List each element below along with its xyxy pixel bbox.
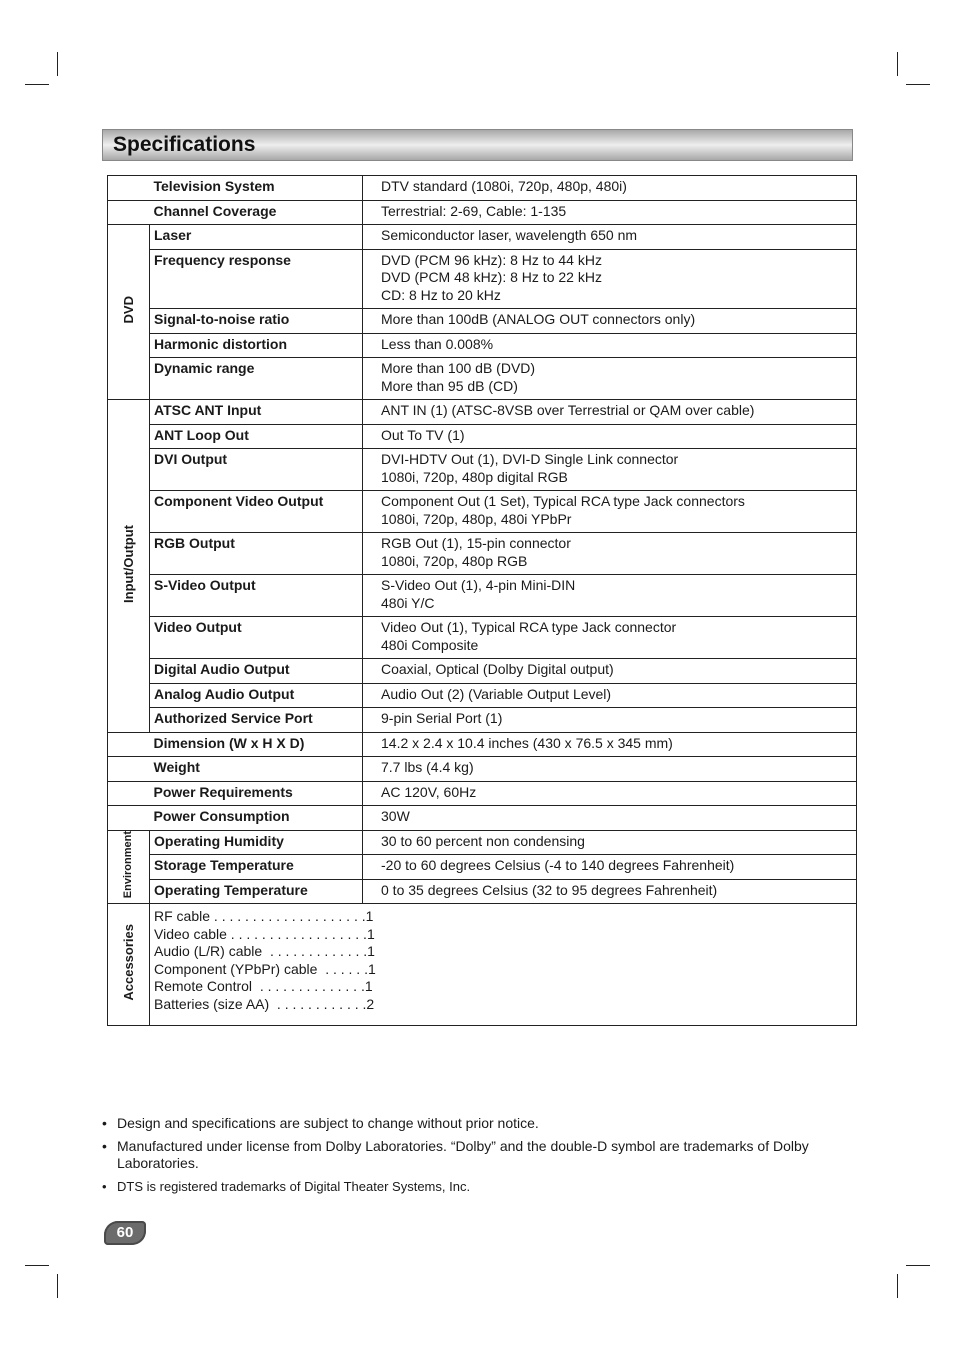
- spec-row: [108, 449, 857, 491]
- spec-row: [108, 781, 857, 806]
- specifications-table: [107, 175, 857, 1026]
- category-cell: [108, 904, 150, 1026]
- spec-value: [363, 333, 857, 358]
- crop-mark: [25, 84, 49, 85]
- spec-label: RGB Output: [150, 533, 363, 575]
- crop-mark: [906, 84, 930, 85]
- spec-value: [363, 855, 857, 880]
- spec-value: [363, 424, 857, 449]
- spec-value-line: Video Out (1), Typical RCA type Jack connector: [381, 619, 677, 635]
- spec-label: DVI Output: [150, 449, 363, 491]
- spec-label: Signal-to-noise ratio: [150, 309, 363, 334]
- category-label: Environment: [121, 830, 134, 899]
- category-cell: [108, 176, 150, 201]
- crop-mark: [25, 1265, 49, 1266]
- note-item: [102, 1138, 842, 1173]
- spec-value-line: Coaxial, Optical (Dolby Digital output): [381, 661, 614, 677]
- spec-value: [363, 358, 857, 400]
- accessories-row: [108, 904, 857, 1026]
- accessories-list: [150, 904, 857, 1026]
- spec-row: [108, 200, 857, 225]
- spec-value: [363, 806, 857, 831]
- spec-label: Video Output: [150, 617, 363, 659]
- spec-row: [108, 400, 857, 425]
- title-bar: [102, 129, 853, 161]
- spec-label: Storage Temperature: [150, 855, 363, 880]
- spec-value-line: 480i Y/C: [381, 594, 435, 611]
- crop-mark: [906, 1265, 930, 1266]
- note-item: [102, 1178, 842, 1196]
- category-cell: [108, 400, 150, 733]
- note-text: Design and specifications are subject to change without prior notice.: [117, 1115, 539, 1131]
- spec-value-line: Less than 0.008%: [381, 335, 494, 352]
- spec-value-line: 30 to 60 percent non condensing: [381, 832, 585, 849]
- spec-value: [363, 400, 857, 425]
- category-cell: [108, 757, 150, 782]
- spec-value-line: Terrestrial: 2-69, Cable: 1-135: [381, 202, 567, 219]
- spec-row: [108, 617, 857, 659]
- spec-value-line: 1080i, 720p, 480p RGB: [381, 552, 528, 569]
- notes-list: [102, 1115, 842, 1200]
- spec-label: Dynamic range: [150, 358, 363, 400]
- spec-label: Television System: [150, 176, 363, 201]
- spec-value: [363, 708, 857, 733]
- spec-value: [363, 249, 857, 309]
- spec-value: [363, 309, 857, 334]
- spec-value: [363, 683, 857, 708]
- spec-label: Analog Audio Output: [150, 683, 363, 708]
- spec-value-line: 480i Composite: [381, 636, 479, 653]
- spec-value-line: 1080i, 720p, 480p, 480i YPbPr: [381, 510, 572, 527]
- spec-label: Operating Temperature: [150, 879, 363, 904]
- spec-row: [108, 683, 857, 708]
- spec-label: Authorized Service Port: [150, 708, 363, 733]
- spec-value-line: DVD (PCM 48 kHz): 8 Hz to 22 kHz: [381, 269, 602, 285]
- spec-value-line: More than 95 dB (CD): [381, 377, 518, 394]
- spec-value-line: Component Out (1 Set), Typical RCA type Jack connectors: [381, 493, 745, 509]
- spec-label: Dimension (W x H X D): [150, 732, 363, 757]
- note-text: DTS is registered trademarks of Digital Theater Systems, Inc.: [117, 1178, 471, 1194]
- spec-row: [108, 879, 857, 904]
- accessory-item: Audio (L/R) cable . . . . . . . . . . . . .1: [154, 943, 375, 959]
- accessory-item: Video cable . . . . . . . . . . . . . . . . . .1: [154, 925, 375, 942]
- crop-mark: [897, 1274, 898, 1298]
- spec-row: [108, 491, 857, 533]
- spec-label: Weight: [150, 757, 363, 782]
- category-cell: [108, 225, 150, 400]
- spec-value-line: Out To TV (1): [381, 426, 465, 443]
- spec-value-line: CD: 8 Hz to 20 kHz: [381, 286, 501, 303]
- spec-row: [108, 309, 857, 334]
- crop-mark: [897, 52, 898, 76]
- crop-mark: [57, 1274, 58, 1298]
- spec-label: Operating Humidity: [150, 830, 363, 855]
- spec-row: [108, 708, 857, 733]
- spec-value-line: More than 100dB (ANALOG OUT connectors only): [381, 311, 696, 327]
- spec-label: Frequency response: [150, 249, 363, 309]
- spec-value: [363, 575, 857, 617]
- spec-value-line: AC 120V, 60Hz: [381, 783, 477, 800]
- spec-row: [108, 176, 857, 201]
- spec-value-line: More than 100 dB (DVD): [381, 360, 536, 376]
- spec-value: [363, 533, 857, 575]
- spec-row: [108, 225, 857, 250]
- category-cell: [108, 200, 150, 225]
- category-cell: [108, 781, 150, 806]
- spec-label: Digital Audio Output: [150, 659, 363, 684]
- spec-value: [363, 732, 857, 757]
- spec-value-line: 1080i, 720p, 480p digital RGB: [381, 468, 568, 485]
- spec-value: [363, 830, 857, 855]
- bullet-icon: •: [102, 1137, 107, 1154]
- spec-label: Laser: [150, 225, 363, 250]
- spec-value: [363, 781, 857, 806]
- spec-value: [363, 491, 857, 533]
- page-number-badge: 60: [104, 1221, 146, 1245]
- category-label: Input/Output: [120, 524, 136, 603]
- spec-value-line: 30W: [381, 808, 410, 824]
- spec-row: [108, 533, 857, 575]
- spec-value: [363, 176, 857, 201]
- spec-value-line: 0 to 35 degrees Celsius (32 to 95 degrees Fahrenheit): [381, 881, 718, 898]
- spec-label: Power Requirements: [150, 781, 363, 806]
- note-text: Manufactured under license from Dolby Laboratories. “Dolby” and the double-D symbol are trademarks of Dolby Laboratories.: [117, 1137, 809, 1171]
- spec-value-line: Audio Out (2) (Variable Output Level): [381, 685, 612, 702]
- spec-value-line: 14.2 x 2.4 x 10.4 inches (430 x 76.5 x 345 mm): [381, 734, 673, 751]
- spec-row: [108, 424, 857, 449]
- spec-value: [363, 225, 857, 250]
- spec-label: ANT Loop Out: [150, 424, 363, 449]
- accessory-item: Component (YPbPr) cable . . . . . .1: [154, 960, 376, 977]
- spec-row: [108, 358, 857, 400]
- spec-row: [108, 806, 857, 831]
- spec-value-line: RGB Out (1), 15-pin connector: [381, 535, 571, 551]
- spec-label: ATSC ANT Input: [150, 400, 363, 425]
- spec-value-line: S-Video Out (1), 4-pin Mini-DIN: [381, 577, 576, 593]
- accessory-item: Remote Control . . . . . . . . . . . . . .1: [154, 978, 373, 994]
- spec-row: [108, 757, 857, 782]
- spec-row: [108, 830, 857, 855]
- spec-value: [363, 449, 857, 491]
- bullet-icon: •: [102, 1115, 107, 1131]
- spec-row: [108, 855, 857, 880]
- note-item: [102, 1115, 842, 1133]
- page-title: Specifications: [113, 133, 256, 156]
- spec-row: [108, 575, 857, 617]
- spec-label: S-Video Output: [150, 575, 363, 617]
- spec-value: [363, 659, 857, 684]
- spec-value-line: -20 to 60 degrees Celsius (-4 to 140 degrees Fahrenheit): [381, 857, 735, 873]
- category-label: DVD: [120, 296, 136, 324]
- spec-value-line: ANT IN (1) (ATSC-8VSB over Terrestrial or QAM over cable): [381, 402, 755, 418]
- category-cell: [108, 830, 150, 904]
- accessory-item: Batteries (size AA) . . . . . . . . . . . .2: [154, 995, 375, 1012]
- category-label: Accessories: [120, 923, 136, 1001]
- bullet-icon: •: [102, 1178, 107, 1194]
- spec-value-line: DVD (PCM 96 kHz): 8 Hz to 44 kHz: [381, 251, 602, 268]
- spec-label: Component Video Output: [150, 491, 363, 533]
- spec-label: Power Consumption: [150, 806, 363, 831]
- accessory-item: RF cable . . . . . . . . . . . . . . . . . . . .1: [154, 908, 374, 924]
- spec-label: Channel Coverage: [150, 200, 363, 225]
- spec-row: [108, 249, 857, 309]
- spec-value-line: 7.7 lbs (4.4 kg): [381, 759, 474, 775]
- spec-value-line: 9-pin Serial Port (1): [381, 710, 503, 726]
- spec-label: Harmonic distortion: [150, 333, 363, 358]
- crop-mark: [57, 52, 58, 76]
- spec-value: [363, 757, 857, 782]
- spec-value-line: DVI-HDTV Out (1), DVI-D Single Link connector: [381, 451, 679, 467]
- spec-value: [363, 617, 857, 659]
- spec-value: [363, 879, 857, 904]
- spec-value-line: DTV standard (1080i, 720p, 480p, 480i): [381, 178, 627, 194]
- category-cell: [108, 732, 150, 757]
- spec-value: [363, 200, 857, 225]
- spec-value-line: Semiconductor laser, wavelength 650 nm: [381, 227, 638, 243]
- spec-row: [108, 732, 857, 757]
- spec-row: [108, 333, 857, 358]
- spec-row: [108, 659, 857, 684]
- category-cell: [108, 806, 150, 831]
